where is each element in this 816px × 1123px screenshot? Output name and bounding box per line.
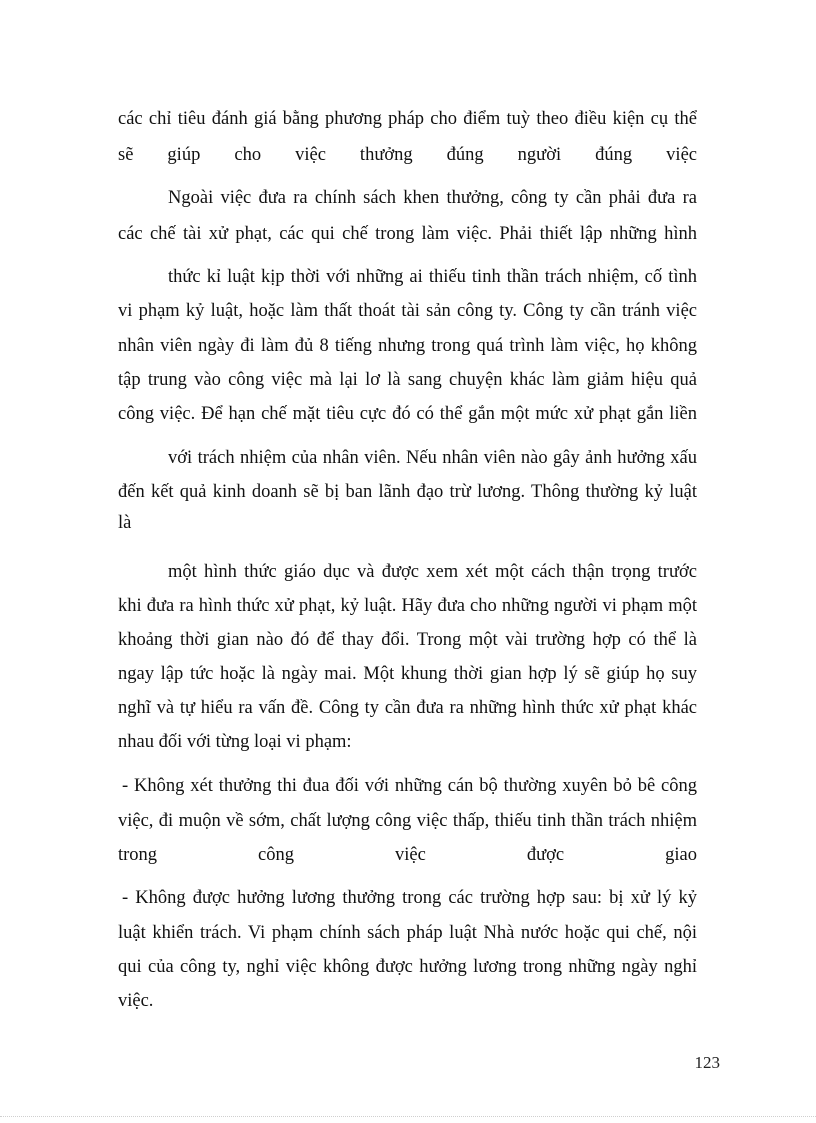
text-line-18: nhau đối với từng loại vi phạm: bbox=[118, 732, 352, 752]
text-line-14: khi đưa ra hình thức xử phạt, kỷ luật. Hãy đưa cho những người vi phạm một bbox=[118, 596, 697, 616]
text-line-21: trong công việc được giao bbox=[118, 845, 697, 865]
text-line-9: công việc. Để hạn chế mặt tiêu cực đó có thể gắn một mức xử phạt gắn liền bbox=[118, 404, 697, 424]
text-line-4: các chế tài xử phạt, các qui chế trong làm việc. Phải thiết lập những hình bbox=[118, 224, 697, 244]
text-line-25: việc. bbox=[118, 991, 154, 1011]
text-line-7: nhân viên ngày đi làm đủ 8 tiếng nhưng trong quá trình làm việc, họ không bbox=[118, 336, 697, 356]
text-line-1: các chỉ tiêu đánh giá bằng phương pháp cho điểm tuỳ theo điều kiện cụ thể bbox=[118, 109, 697, 129]
text-line-11: đến kết quả kinh doanh sẽ bị ban lãnh đạo trừ lương. Thông thường kỷ luật bbox=[118, 482, 697, 502]
text-line-16: ngay lập tức hoặc là ngày mai. Một khung thời gian hợp lý sẽ giúp họ suy bbox=[118, 664, 697, 684]
text-line-22: - Không được hưởng lương thưởng trong các trường hợp sau: bị xử lý kỷ bbox=[122, 888, 697, 908]
page-number: 123 bbox=[694, 1053, 720, 1072]
text-line-6: vi phạm kỷ luật, hoặc làm thất thoát tài sản công ty. Công ty cần tránh việc bbox=[118, 301, 697, 321]
text-line-20: việc, đi muộn về sớm, chất lượng công việc thấp, thiếu tinh thần trách nhiệm bbox=[118, 811, 697, 831]
text-line-15: khoảng thời gian nào đó để thay đổi. Trong một vài trường hợp có thể là bbox=[118, 630, 697, 650]
text-line-8: tập trung vào công việc mà lại lơ là sang chuyện khác làm giảm hiệu quả bbox=[118, 370, 697, 390]
text-line-2: sẽ giúp cho việc thưởng đúng người đúng việc bbox=[118, 145, 697, 165]
text-line-5: thức kỉ luật kịp thời với những ai thiếu tinh thần trách nhiệm, cố tình bbox=[168, 267, 697, 287]
text-line-23: luật khiển trách. Vi phạm chính sách pháp luật Nhà nước hoặc qui chế, nội bbox=[118, 923, 697, 943]
page-bottom-rule bbox=[0, 1116, 816, 1117]
text-line-13: một hình thức giáo dục và được xem xét một cách thận trọng trước bbox=[168, 562, 697, 582]
text-line-17: nghĩ và tự hiểu ra vấn đề. Công ty cần đưa ra những hình thức xử phạt khác bbox=[118, 698, 697, 718]
text-line-24: qui của công ty, nghỉ việc không được hưởng lương trong những ngày nghỉ bbox=[118, 957, 697, 977]
text-line-19: - Không xét thưởng thi đua đối với những cán bộ thường xuyên bỏ bê công bbox=[122, 776, 697, 796]
text-line-10: với trách nhiệm của nhân viên. Nếu nhân viên nào gây ảnh hưởng xấu bbox=[168, 448, 697, 468]
text-line-3: Ngoài việc đưa ra chính sách khen thưởng, công ty cần phải đưa ra bbox=[168, 188, 697, 208]
text-line-12: là bbox=[118, 513, 132, 533]
